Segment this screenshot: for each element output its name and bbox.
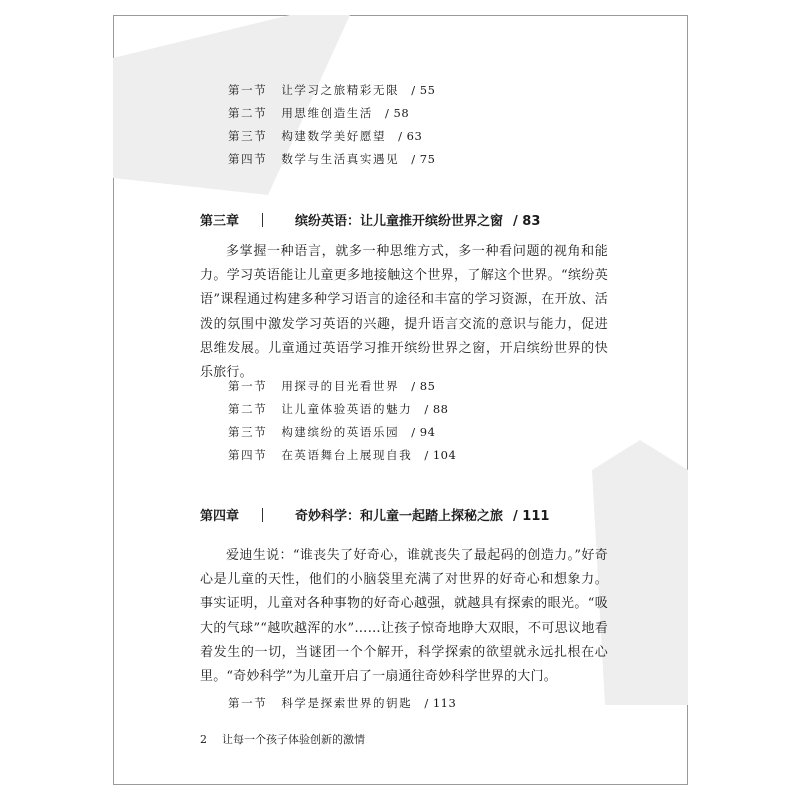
chapter-title: 缤纷英语：让儿童推开缤纷世界之窗 — [295, 214, 504, 229]
chapter-page: / 111 — [513, 509, 550, 524]
toc-entry[interactable]: 第三节 构建数学美好愿望 / 63 — [228, 129, 423, 143]
toc-entry[interactable]: 第一节 让学习之旅精彩无限 / 55 — [228, 83, 436, 97]
toc-entry[interactable]: 第一节 用探寻的目光看世界 / 85 — [228, 379, 436, 393]
running-title: 让每一个孩子体验创新的激情 — [222, 733, 365, 746]
toc-entry[interactable]: 第二节 让儿童体验英语的魅力 / 88 — [228, 402, 449, 416]
toc-entry[interactable]: 第四节 数学与生活真实遇见 / 75 — [228, 152, 436, 166]
toc-list-chapter-3 — [228, 375, 456, 467]
page-footer — [200, 731, 365, 747]
toc-list-chapter-2 — [228, 79, 435, 171]
toc-entry[interactable]: 第二节 用思维创造生活 / 58 — [228, 106, 410, 120]
chapter-3-heading[interactable] — [200, 210, 540, 229]
toc-entry[interactable]: 第一节 科学是探索世界的钥匙 / 113 — [228, 696, 457, 710]
chapter-4-intro: 爱迪生说：“谁丧失了好奇心，谁就丧失了最起码的创造力。”好奇心是儿童的天性，他们的小脑袋里充满了对世界的好奇心和想象力。事实证明，儿童对各种事物的好奇心越强，就越具有探索的眼光。“吸大的气球”“越吹越浑的水”……让孩子惊奇地睁大双眼，不可思议地看着发生的一切，当谜团一个个解开，科学探索的欲望就永远扎根在心里。“奇妙科学”为儿童开启了一扇通往奇妙科学世界的大门。 — [200, 548, 608, 685]
chapter-number: 第四章 — [200, 509, 240, 524]
toc-entry[interactable]: 第四节 在英语舞台上展现自我 / 104 — [228, 448, 457, 462]
chapter-divider — [262, 213, 263, 227]
chapter-divider — [262, 508, 263, 522]
chapter-3-intro: 多掌握一种语言，就多一种思维方式，多一种看问题的视角和能力。学习英语能让儿童更多地接触这个世界，了解这个世界。“缤纷英语”课程通过构建多种学习语言的途径和丰富的学习资源，在开放、活泼的氛围中激发学习英语的兴趣，提升语言交流的意识与能力，促进思维发展。儿童通过英语学习推开缤纷世界之窗，开启缤纷世界的快乐旅行。 — [200, 244, 608, 381]
chapter-page: / 83 — [513, 214, 541, 229]
toc-entry[interactable]: 第三节 构建缤纷的英语乐园 / 94 — [228, 425, 436, 439]
chapter-4-heading[interactable] — [200, 505, 549, 524]
chapter-title: 奇妙科学：和儿童一起踏上探秘之旅 — [295, 509, 504, 524]
chapter-number: 第三章 — [200, 214, 240, 229]
toc-list-chapter-4 — [228, 692, 456, 715]
page-number: 2 — [200, 733, 207, 746]
